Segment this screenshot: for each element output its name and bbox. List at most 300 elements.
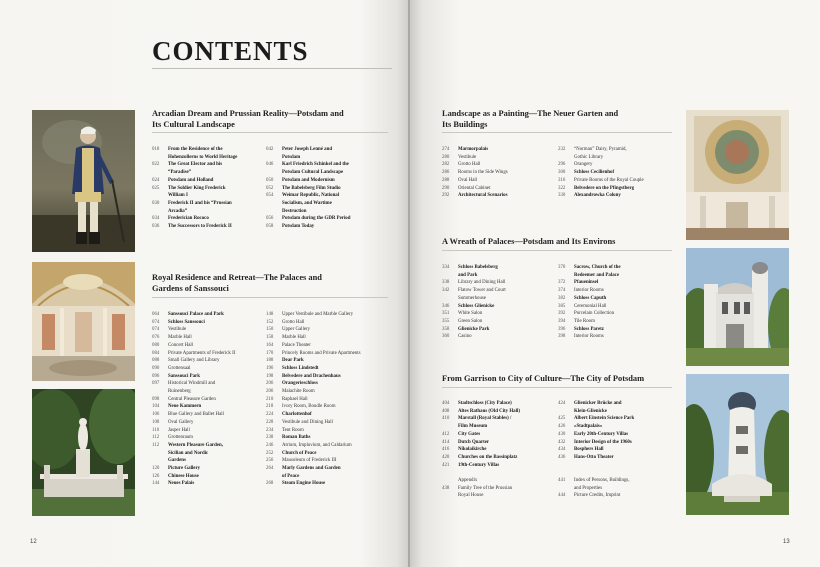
entry-title: Altes Rathaus (Old City Hall) (458, 408, 520, 414)
entry-page-number: 152 (266, 319, 274, 325)
contents-entry[interactable] (442, 169, 552, 177)
contents-entry[interactable] (442, 303, 552, 311)
contents-entry[interactable] (152, 223, 260, 231)
contents-entry[interactable] (152, 146, 260, 154)
entry-title: Interior Rooms (574, 334, 604, 340)
contents-entry[interactable] (266, 480, 384, 488)
entry-title: Private Rooms of the Royal Couple (574, 177, 644, 183)
contents-entry[interactable] (442, 318, 552, 326)
contents-entry[interactable] (442, 462, 552, 470)
contents-entry[interactable] (152, 169, 260, 177)
entry-title: Interior Rooms (574, 288, 604, 294)
entry-page-number: 414 (442, 439, 450, 445)
contents-entry[interactable] (442, 295, 552, 303)
entry-page-number (266, 200, 282, 208)
entry-page-number (558, 272, 574, 280)
contents-entry[interactable] (266, 403, 384, 411)
entry-title: »Stadtpalais« (574, 424, 603, 430)
entry-page-number: 424 (558, 401, 566, 406)
section-title-line: A Wreath of Palaces—Potsdam and Its Environs (442, 237, 616, 246)
contents-entry[interactable] (152, 434, 260, 442)
entry-page-number: 024 (152, 177, 160, 183)
contents-entry[interactable] (266, 419, 384, 427)
contents-entry[interactable] (152, 177, 260, 185)
contents-entry[interactable] (266, 465, 384, 473)
entry-title: Belvedere and Drachenhaus (282, 373, 341, 379)
entry-title: Summerhouse (458, 295, 486, 301)
contents-entry[interactable] (442, 446, 552, 454)
entry-page-number: 108 (152, 419, 160, 425)
contents-entry[interactable] (152, 380, 260, 388)
contents-entry[interactable] (442, 477, 552, 485)
entry-title: Grottenraum (168, 435, 193, 441)
contents-entry[interactable] (558, 272, 670, 280)
contents-entry[interactable] (152, 450, 260, 458)
entry-title: Hohenzollerns to World Heritage (168, 154, 238, 160)
section-rule (442, 250, 672, 251)
contents-entry[interactable] (558, 303, 670, 311)
contents-entry[interactable] (266, 192, 376, 200)
contents-entry[interactable] (558, 469, 670, 477)
contents-entry[interactable] (152, 215, 260, 223)
entry-page-number: 018 (152, 147, 160, 152)
entry-page-number: 025 (152, 185, 160, 191)
contents-entry[interactable] (558, 462, 670, 470)
entry-page-number: 158 (266, 335, 274, 341)
contents-entry[interactable] (558, 400, 670, 408)
entry-title: Schloss Caputh (574, 295, 607, 301)
contents-entry[interactable] (266, 427, 384, 435)
section-rule (442, 387, 672, 388)
contents-entry[interactable] (152, 208, 260, 216)
entry-page-number: 022 (152, 162, 160, 168)
entry-page-number: 042 (266, 147, 274, 152)
contents-entry[interactable] (558, 192, 670, 200)
entry-title: “Norman” Dairy, Pyramid, (574, 147, 627, 152)
contents-entry[interactable] (266, 223, 376, 231)
contents-entry[interactable] (152, 192, 260, 200)
entry-title: Princely Rooms and Private Apartments (282, 350, 361, 356)
entry-page-number: 074 (152, 327, 160, 333)
entry-page-number (442, 469, 458, 477)
contents-entry[interactable] (152, 465, 260, 473)
entry-page-number: 410 (442, 416, 450, 422)
entry-title: Picture Credits, Imprint (574, 493, 621, 499)
entry-page-number: 286 (442, 170, 450, 176)
contents-entry[interactable] (558, 279, 670, 287)
entry-page-number: 360 (442, 334, 450, 340)
entry-page-number: 206 (266, 389, 274, 395)
entry-page-number: 288 (442, 177, 450, 183)
contents-entry[interactable] (152, 185, 260, 193)
entry-page-number: 385 (558, 303, 566, 309)
contents-entry[interactable] (266, 396, 384, 404)
entry-title: Family Tree of the Prussian (458, 485, 513, 491)
entry-title: Grottensaal (168, 365, 191, 371)
contents-entry[interactable] (558, 264, 670, 272)
photo-pfaueninsel-castle (686, 248, 789, 366)
contents-entry[interactable] (152, 334, 260, 342)
contents-entry[interactable] (442, 431, 552, 439)
entry-page-number (266, 169, 282, 177)
entry-title: Gothic Library (574, 154, 604, 160)
entry-page-number: 425 (558, 416, 566, 422)
entry-title: Chinese House (168, 473, 199, 479)
contents-entry[interactable] (266, 311, 384, 319)
contents-entry[interactable] (266, 350, 384, 358)
section-rule (442, 132, 672, 133)
contents-entry[interactable] (442, 454, 552, 462)
entry-title: Marble Hall (282, 335, 306, 341)
entry-title: Orangery (574, 162, 593, 168)
entry-page-number: 238 (266, 435, 274, 441)
section-title-line: Its Buildings (442, 119, 488, 129)
contents-entry[interactable] (558, 295, 670, 303)
entry-title: Potsdam Cultural Landscape (282, 170, 344, 176)
entry-page-number: 034 (152, 216, 160, 222)
contents-entry[interactable] (152, 154, 260, 162)
entry-page-number: 370 (558, 265, 566, 270)
contents-entry[interactable] (558, 161, 670, 169)
contents-entry[interactable] (152, 326, 260, 334)
entry-title: Klein-Glienicke (574, 408, 607, 414)
entry-page-number: 268 (266, 481, 274, 487)
section-title (442, 237, 672, 248)
contents-entry[interactable] (266, 334, 384, 342)
entry-title: Architectural Scenarios (458, 193, 508, 199)
contents-entry[interactable] (442, 423, 552, 431)
contents-entry[interactable] (152, 311, 260, 319)
entry-page-number (442, 492, 458, 500)
entry-page-number: 112 (152, 435, 160, 441)
contents-entry[interactable] (266, 154, 376, 162)
contents-entry[interactable] (558, 318, 670, 326)
entry-page-number: 218 (266, 404, 274, 410)
contents-entry[interactable] (152, 342, 260, 350)
contents-entry[interactable] (442, 492, 552, 500)
heading-rule (152, 68, 392, 69)
entry-title: Neues Palais (168, 481, 195, 487)
contents-entry[interactable] (442, 146, 552, 154)
photo-marble-hall (32, 262, 135, 381)
contents-entry[interactable] (558, 423, 670, 431)
contents-entry[interactable] (442, 154, 552, 162)
contents-entry[interactable] (152, 419, 260, 427)
contents-entry[interactable] (152, 427, 260, 435)
contents-entry[interactable] (266, 146, 376, 154)
entry-title: Oval Hall (458, 177, 478, 183)
contents-entry[interactable] (442, 310, 552, 318)
contents-entry[interactable] (442, 469, 552, 477)
contents-entry[interactable] (266, 457, 384, 465)
contents-entry[interactable] (266, 365, 384, 373)
entry-page-number: 372 (558, 280, 566, 286)
contents-entry[interactable] (558, 454, 670, 462)
entry-title: The Babelsberg Film Studio (282, 185, 341, 191)
contents-entry[interactable] (152, 319, 260, 327)
contents-entry[interactable] (442, 161, 552, 169)
contents-entry[interactable] (558, 177, 670, 185)
entry-title: Ivory Room, Boudle Room (282, 404, 336, 410)
page-number-left: 12 (30, 539, 37, 545)
contents-entry[interactable] (442, 177, 552, 185)
entry-title: Upper Gallery (282, 327, 311, 333)
entry-title: Alexandrowka Colony (574, 193, 621, 199)
entry-page-number: 090 (152, 365, 160, 371)
entry-page-number: 432 (558, 439, 566, 445)
entry-page-number (442, 423, 458, 431)
contents-entry[interactable] (442, 439, 552, 447)
entry-page-number: 228 (266, 419, 274, 425)
entry-page-number: 264 (266, 466, 274, 472)
photo-marmorpalais-ceiling (686, 110, 789, 240)
entry-page-number: 280 (442, 154, 450, 160)
contents-entry[interactable] (152, 480, 260, 488)
contents-entry[interactable] (442, 287, 552, 295)
entry-page-number: 274 (442, 147, 450, 152)
contents-entry[interactable] (558, 408, 670, 416)
entry-page-number: 322 (558, 185, 566, 191)
entry-page-number: 334 (442, 265, 450, 270)
entry-title: Potsdam Today (282, 224, 315, 230)
entry-title: Marble Hall (168, 335, 192, 341)
contents-entry[interactable] (266, 388, 384, 396)
contents-entry[interactable] (558, 169, 670, 177)
contents-entry[interactable] (152, 457, 260, 465)
contents-entry[interactable] (152, 396, 260, 404)
entry-title: Film Museum (458, 424, 488, 430)
contents-entry[interactable] (152, 350, 260, 358)
contents-entry[interactable] (152, 357, 260, 365)
contents-entry[interactable] (442, 264, 552, 272)
contents-entry[interactable] (152, 473, 260, 481)
entry-title: Porcelain Collection (574, 311, 615, 317)
contents-entry[interactable] (266, 326, 384, 334)
entry-title: Vestibule (168, 327, 187, 333)
entry-title: Potsdam and Holland (168, 177, 214, 183)
entry-title: Marmorpalais (458, 147, 489, 152)
entry-page-number: 434 (558, 447, 566, 453)
contents-entry[interactable] (266, 434, 384, 442)
entry-page-number (442, 272, 458, 280)
entry-page-number: 316 (558, 177, 566, 183)
photo-einstein-tower (686, 374, 789, 515)
entry-page-number: 080 (152, 342, 160, 348)
entry-page-number: 084 (152, 350, 160, 356)
entries-column (558, 264, 670, 341)
entry-page-number: 098 (152, 396, 160, 402)
entry-page-number: 342 (442, 288, 450, 294)
contents-entry[interactable] (152, 200, 260, 208)
page-number-right: 13 (783, 539, 790, 545)
entry-title: Rooms in the Side Wings (458, 170, 508, 176)
entries-column (558, 146, 670, 200)
entries-column (442, 264, 552, 341)
entry-title: Tile Room (574, 318, 595, 324)
entry-page-number: 206 (266, 381, 274, 387)
contents-entry[interactable] (558, 326, 670, 334)
entry-title: Atrium, Impluvium, and Caldarium (282, 442, 352, 448)
entry-title: The Soldier King Frederick (168, 185, 226, 191)
entry-page-number: 330 (558, 193, 566, 199)
entry-title: Raphael Hall (282, 396, 308, 402)
contents-entry[interactable] (442, 192, 552, 200)
entry-page-number (266, 154, 282, 162)
entry-page-number: 300 (558, 170, 566, 176)
entry-page-number: 074 (152, 319, 160, 325)
entry-page-number: 058 (266, 224, 274, 230)
contents-entry[interactable] (266, 450, 384, 458)
contents-entry[interactable] (266, 380, 384, 388)
entry-title: Steam Engine House (282, 481, 326, 487)
contents-entry[interactable] (442, 400, 552, 408)
contents-entry[interactable] (442, 415, 552, 423)
entry-page-number: 056 (266, 216, 274, 222)
contents-entry[interactable] (266, 200, 376, 208)
entry-page-number: 436 (558, 454, 566, 460)
contents-entry[interactable] (266, 373, 384, 381)
entry-title: Frederick II and his “Prussian (168, 200, 232, 206)
contents-entry[interactable] (442, 485, 552, 493)
entry-title: From the Residence of the (168, 147, 223, 152)
contents-entry[interactable] (266, 208, 376, 216)
contents-entry[interactable] (442, 185, 552, 193)
entry-title: Marly Gardens and Garden (282, 466, 341, 472)
entry-title: Schloss Paretz (574, 326, 604, 332)
contents-entry[interactable] (558, 477, 670, 485)
entry-title: Picture Gallery (168, 466, 201, 472)
entry-title: Palace Theater (282, 342, 311, 348)
entry-title: Malachite Room (282, 389, 315, 395)
entry-page-number: 088 (152, 358, 160, 364)
contents-entry[interactable] (266, 185, 376, 193)
contents-entry[interactable] (558, 154, 670, 162)
contents-entry[interactable] (266, 169, 376, 177)
contents-entry[interactable] (152, 161, 260, 169)
entry-page-number: 382 (558, 295, 566, 301)
contents-entry[interactable] (152, 365, 260, 373)
entry-page-number (442, 477, 458, 485)
entry-page-number (558, 154, 574, 162)
contents-entry[interactable] (442, 408, 552, 416)
entry-page-number: 412 (442, 431, 450, 437)
entry-title: White Salon (458, 311, 483, 317)
contents-entry[interactable] (152, 388, 260, 396)
entry-title: Oriental Cabinet (458, 185, 491, 191)
entry-page-number: 408 (442, 408, 450, 414)
contents-entry[interactable] (558, 185, 670, 193)
entry-page-number: 148 (266, 312, 274, 317)
section-title-line: Its Cultural Landscape (152, 119, 235, 129)
entry-page-number (558, 469, 574, 477)
contents-entry[interactable] (442, 279, 552, 287)
contents-entry[interactable] (558, 446, 670, 454)
contents-entry[interactable] (266, 177, 376, 185)
entry-page-number: 198 (266, 373, 274, 379)
entry-page-number: 112 (152, 442, 160, 448)
entry-page-number: 441 (558, 478, 566, 484)
contents-entry[interactable] (558, 287, 670, 295)
contents-entry[interactable] (152, 403, 260, 411)
contents-entry[interactable] (558, 146, 670, 154)
section-title-line: Landscape as a Painting—The Neuer Garten and (442, 109, 619, 118)
entry-page-number: 030 (152, 200, 160, 206)
contents-entry[interactable] (442, 272, 552, 280)
contents-entry[interactable] (442, 333, 552, 341)
contents-entry[interactable] (266, 342, 384, 350)
entry-page-number: 394 (558, 318, 566, 324)
contents-entry[interactable] (266, 215, 376, 223)
contents-entry[interactable] (266, 357, 384, 365)
entry-page-number: 144 (152, 481, 160, 487)
contents-entry[interactable] (558, 431, 670, 439)
entry-page-number: 430 (558, 431, 566, 437)
contents-entry[interactable] (558, 485, 670, 493)
entry-title: Western Pleasure Garden, (168, 442, 223, 448)
entry-title: Hans-Otto Theater (574, 454, 614, 460)
entry-title: The Great Elector and his (168, 162, 223, 168)
contents-entry[interactable] (266, 473, 384, 481)
entry-title: Schloss Sanssouci (168, 319, 205, 325)
entry-title: Sanssouci Palace and Park (168, 312, 224, 317)
entry-page-number: 421 (442, 462, 450, 468)
contents-entry[interactable] (152, 373, 260, 381)
contents-entry[interactable] (152, 411, 260, 419)
entry-page-number: 396 (558, 326, 566, 332)
contents-entry[interactable] (266, 319, 384, 327)
entry-title: Stadtschloss (City Palace) (458, 401, 512, 406)
entry-title: Nikolaikirche (458, 447, 487, 453)
entry-title (574, 462, 670, 470)
contents-entry[interactable] (558, 333, 670, 341)
entry-title: Schloss Cecilienhof (574, 170, 615, 176)
contents-entry[interactable] (442, 326, 552, 334)
entry-page-number: 036 (152, 224, 160, 230)
entry-page-number: 126 (152, 473, 160, 479)
entry-title: Concert Hall (168, 342, 194, 348)
contents-entry[interactable] (266, 161, 376, 169)
entry-title: Ruinenberg (168, 389, 191, 395)
contents-entry[interactable] (152, 442, 260, 450)
entry-page-number: 420 (442, 454, 450, 460)
entry-title: Appendix (458, 478, 478, 484)
entry-title: and Properties (574, 485, 603, 491)
entry-page-number: 097 (152, 381, 160, 387)
entry-page-number: 188 (266, 358, 274, 364)
entry-title: Index of Persons, Buildings, (574, 478, 630, 484)
entries-column (266, 311, 384, 488)
entry-page-number (558, 485, 574, 493)
section-title (442, 374, 672, 385)
entry-title: Belvedere on the Pfingstberg (574, 185, 635, 191)
entry-page-number (152, 169, 168, 177)
entry-page-number: 246 (266, 442, 274, 448)
contents-entry[interactable] (266, 411, 384, 419)
contents-entry[interactable] (558, 310, 670, 318)
entry-title: Oval Gallery (168, 419, 194, 425)
contents-entry[interactable] (558, 415, 670, 423)
entry-title: Blue Gallery and Ballet Hall (168, 412, 224, 418)
entry-title: William I (168, 193, 188, 199)
contents-entry[interactable] (558, 439, 670, 447)
entry-title: Library and Dining Hall (458, 280, 506, 286)
entry-page-number: 050 (266, 177, 274, 183)
entry-title: Jasper Hall (168, 427, 190, 433)
entry-title: Peter Joseph Lenné and (282, 147, 333, 152)
contents-entry[interactable] (558, 492, 670, 500)
section-entries (152, 146, 376, 231)
contents-entry[interactable] (266, 442, 384, 450)
